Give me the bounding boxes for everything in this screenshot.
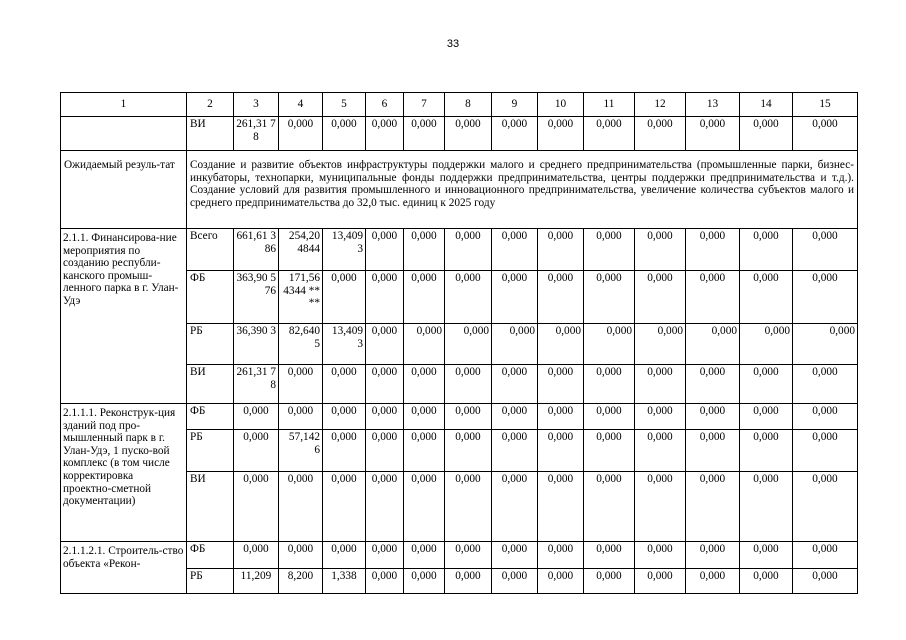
value-cell: 0,000 xyxy=(279,404,323,430)
value-cell: 0,000 xyxy=(584,569,635,594)
value-cell: 0,000 xyxy=(793,271,858,324)
value-cell: 0,000 xyxy=(279,365,323,404)
value-cell: 0,000 xyxy=(323,271,366,324)
header-cell: 14 xyxy=(740,93,793,117)
header-cell: 11 xyxy=(584,93,635,117)
value-cell: 0,000 xyxy=(404,229,445,271)
value-cell: 0,000 xyxy=(538,117,584,151)
value-cell: 0,000 xyxy=(323,117,366,151)
source-cell: ФБ xyxy=(187,542,234,569)
source-cell: ВИ xyxy=(187,117,234,151)
value-cell: 0,000 xyxy=(686,271,740,324)
value-cell: 0,000 xyxy=(445,569,492,594)
value-cell: 0,000 xyxy=(793,365,858,404)
value-cell: 0,000 xyxy=(492,365,538,404)
value-cell: 0,000 xyxy=(584,117,635,151)
value-cell: 0,000 xyxy=(538,324,584,365)
value-cell: 36,390 3 xyxy=(234,324,279,365)
value-cell: 0,000 xyxy=(492,542,538,569)
value-cell: 0,000 xyxy=(323,365,366,404)
header-cell: 10 xyxy=(538,93,584,117)
value-cell: 0,000 xyxy=(445,324,492,365)
value-cell: 0,000 xyxy=(740,365,793,404)
value-cell: 0,000 xyxy=(445,542,492,569)
value-cell: 0,000 xyxy=(445,117,492,151)
source-cell: ФБ xyxy=(187,271,234,324)
value-cell: 0,000 xyxy=(538,430,584,472)
value-cell: 0,000 xyxy=(740,324,793,365)
value-cell: 0,000 xyxy=(404,271,445,324)
value-cell: 0,000 xyxy=(793,430,858,472)
value-cell: 0,000 xyxy=(584,430,635,472)
header-cell: 7 xyxy=(404,93,445,117)
table-row xyxy=(61,117,858,151)
value-cell: 0,000 xyxy=(635,542,686,569)
value-cell: 0,000 xyxy=(793,542,858,569)
header-cell: 8 xyxy=(445,93,492,117)
header-cell: 9 xyxy=(492,93,538,117)
value-cell: 0,000 xyxy=(366,404,404,430)
value-cell: 0,000 xyxy=(366,569,404,594)
header-row xyxy=(61,93,858,117)
value-cell: 0,000 xyxy=(279,472,323,542)
value-cell: 0,000 xyxy=(492,472,538,542)
value-cell: 0,000 xyxy=(366,117,404,151)
value-cell: 0,000 xyxy=(323,472,366,542)
header-cell: 4 xyxy=(279,93,323,117)
value-cell: 0,000 xyxy=(635,365,686,404)
value-cell: 0,000 xyxy=(740,569,793,594)
value-cell: 0,000 xyxy=(366,271,404,324)
value-cell: 0,000 xyxy=(366,430,404,472)
header-cell: 1 xyxy=(61,93,187,117)
value-cell: 0,000 xyxy=(404,430,445,472)
value-cell: 0,000 xyxy=(323,542,366,569)
value-cell: 0,000 xyxy=(366,324,404,365)
value-cell: 0,000 xyxy=(538,542,584,569)
value-cell: 0,000 xyxy=(584,271,635,324)
measure-name-cell: 2.1.1.1. Реконструк-ция зданий под про-мышленный парк в г. Улан-Удэ, 1 пуско-вой комплекс (в том числе корректировка проектно-сметной документации) xyxy=(61,404,187,542)
table-row xyxy=(61,229,858,271)
value-cell: 0,000 xyxy=(445,404,492,430)
value-cell: 0,000 xyxy=(445,271,492,324)
table-row xyxy=(61,404,858,430)
value-cell: 0,000 xyxy=(635,569,686,594)
header-cell: 3 xyxy=(234,93,279,117)
value-cell: 0,000 xyxy=(793,569,858,594)
value-cell: 0,000 xyxy=(686,430,740,472)
value-cell: 0,000 xyxy=(234,404,279,430)
expected-result-label: Ожидаемый резуль-тат xyxy=(61,151,187,229)
value-cell: 0,000 xyxy=(538,271,584,324)
value-cell: 0,000 xyxy=(584,404,635,430)
value-cell: 0,000 xyxy=(686,365,740,404)
value-cell: 0,000 xyxy=(793,324,858,365)
value-cell: 0,000 xyxy=(538,365,584,404)
value-cell: 0,000 xyxy=(404,404,445,430)
budget-table xyxy=(60,92,858,594)
source-cell: ВИ xyxy=(187,472,234,542)
value-cell: 0,000 xyxy=(492,404,538,430)
value-cell: 57,142 6 xyxy=(279,430,323,472)
value-cell: 0,000 xyxy=(404,365,445,404)
value-cell: 0,000 xyxy=(740,430,793,472)
value-cell: 0,000 xyxy=(686,117,740,151)
value-cell: 1,338 xyxy=(323,569,366,594)
value-cell: 0,000 xyxy=(492,569,538,594)
value-cell: 0,000 xyxy=(793,229,858,271)
value-cell: 0,000 xyxy=(740,472,793,542)
value-cell: 0,000 xyxy=(492,271,538,324)
source-cell: РБ xyxy=(187,430,234,472)
value-cell: 0,000 xyxy=(635,117,686,151)
value-cell: 0,000 xyxy=(492,229,538,271)
header-cell: 2 xyxy=(187,93,234,117)
value-cell: 0,000 xyxy=(740,229,793,271)
value-cell: 0,000 xyxy=(404,472,445,542)
value-cell: 661,61 386 xyxy=(234,229,279,271)
value-cell: 0,000 xyxy=(686,542,740,569)
page-number: 33 xyxy=(446,38,460,50)
value-cell: 11,209 xyxy=(234,569,279,594)
value-cell: 0,000 xyxy=(635,404,686,430)
value-cell: 0,000 xyxy=(404,569,445,594)
value-cell: 0,000 xyxy=(366,472,404,542)
value-cell: 0,000 xyxy=(584,324,635,365)
value-cell: 0,000 xyxy=(686,569,740,594)
value-cell: 8,200 xyxy=(279,569,323,594)
value-cell: 0,000 xyxy=(404,542,445,569)
value-cell: 0,000 xyxy=(366,229,404,271)
value-cell: 0,000 xyxy=(492,430,538,472)
value-cell: 0,000 xyxy=(279,542,323,569)
header-cell: 15 xyxy=(793,93,858,117)
value-cell: 0,000 xyxy=(445,365,492,404)
value-cell: 0,000 xyxy=(584,229,635,271)
value-cell: 171,56 4344 **** xyxy=(279,271,323,324)
header-cell: 12 xyxy=(635,93,686,117)
value-cell: 0,000 xyxy=(492,117,538,151)
name-cell xyxy=(61,117,187,151)
value-cell: 0,000 xyxy=(234,542,279,569)
table-row xyxy=(61,542,858,569)
value-cell: 0,000 xyxy=(635,229,686,271)
value-cell: 0,000 xyxy=(635,472,686,542)
value-cell: 261,31 78 xyxy=(234,117,279,151)
value-cell: 0,000 xyxy=(740,271,793,324)
value-cell: 0,000 xyxy=(584,472,635,542)
value-cell: 0,000 xyxy=(234,430,279,472)
value-cell: 0,000 xyxy=(538,472,584,542)
value-cell: 0,000 xyxy=(538,404,584,430)
source-cell: РБ xyxy=(187,324,234,365)
value-cell: 363,90 576 xyxy=(234,271,279,324)
source-cell: Всего xyxy=(187,229,234,271)
value-cell: 0,000 xyxy=(686,324,740,365)
value-cell: 0,000 xyxy=(366,542,404,569)
source-cell: ФБ xyxy=(187,404,234,430)
value-cell: 0,000 xyxy=(740,404,793,430)
value-cell: 0,000 xyxy=(686,404,740,430)
value-cell: 82,640 5 xyxy=(279,324,323,365)
source-cell: РБ xyxy=(187,569,234,594)
value-cell: 13,409 3 xyxy=(323,229,366,271)
header-cell: 5 xyxy=(323,93,366,117)
source-cell: ВИ xyxy=(187,365,234,404)
value-cell: 0,000 xyxy=(404,324,445,365)
value-cell: 0,000 xyxy=(635,271,686,324)
value-cell: 0,000 xyxy=(793,117,858,151)
header-cell: 6 xyxy=(366,93,404,117)
value-cell: 0,000 xyxy=(538,569,584,594)
measure-name-cell: 2.1.1. Финансирова-ние мероприятия по созданию республи-канского промыш-ленного парка в г. Улан-Удэ xyxy=(61,229,187,404)
value-cell: 0,000 xyxy=(323,430,366,472)
value-cell: 0,000 xyxy=(538,229,584,271)
value-cell: 0,000 xyxy=(323,404,366,430)
value-cell: 0,000 xyxy=(740,117,793,151)
value-cell: 13,409 3 xyxy=(323,324,366,365)
value-cell: 0,000 xyxy=(584,542,635,569)
value-cell: 0,000 xyxy=(793,472,858,542)
value-cell: 0,000 xyxy=(404,117,445,151)
value-cell: 0,000 xyxy=(445,472,492,542)
measure-name-cell: 2.1.1.2.1. Строитель-ство объекта «Рекон- xyxy=(61,542,187,594)
value-cell: 0,000 xyxy=(793,404,858,430)
header-cell: 13 xyxy=(686,93,740,117)
value-cell: 0,000 xyxy=(234,472,279,542)
value-cell: 0,000 xyxy=(366,365,404,404)
value-cell: 0,000 xyxy=(279,117,323,151)
value-cell: 261,31 78 xyxy=(234,365,279,404)
value-cell: 0,000 xyxy=(686,472,740,542)
value-cell: 0,000 xyxy=(445,430,492,472)
value-cell: 0,000 xyxy=(740,542,793,569)
value-cell: 0,000 xyxy=(635,324,686,365)
expected-result-row xyxy=(61,151,858,229)
value-cell: 0,000 xyxy=(492,324,538,365)
expected-result-text: Создание и развитие объектов инфраструктуры поддержки малого и среднего предпринимательства (промышленные парки, бизнес-инкубаторы, технопарки, муниципальные фонды поддержки предпринимательства, центры поддержки предпринимательства и т.д.). Создание условий для развития промышленного и инновационного предпринимательства, увеличение количества субъектов малого и среднего предпринимательства до 32,0 тыс. единиц к 2025 году xyxy=(187,151,858,229)
value-cell: 254,20 4844 xyxy=(279,229,323,271)
value-cell: 0,000 xyxy=(584,365,635,404)
value-cell: 0,000 xyxy=(635,430,686,472)
value-cell: 0,000 xyxy=(686,229,740,271)
value-cell: 0,000 xyxy=(445,229,492,271)
